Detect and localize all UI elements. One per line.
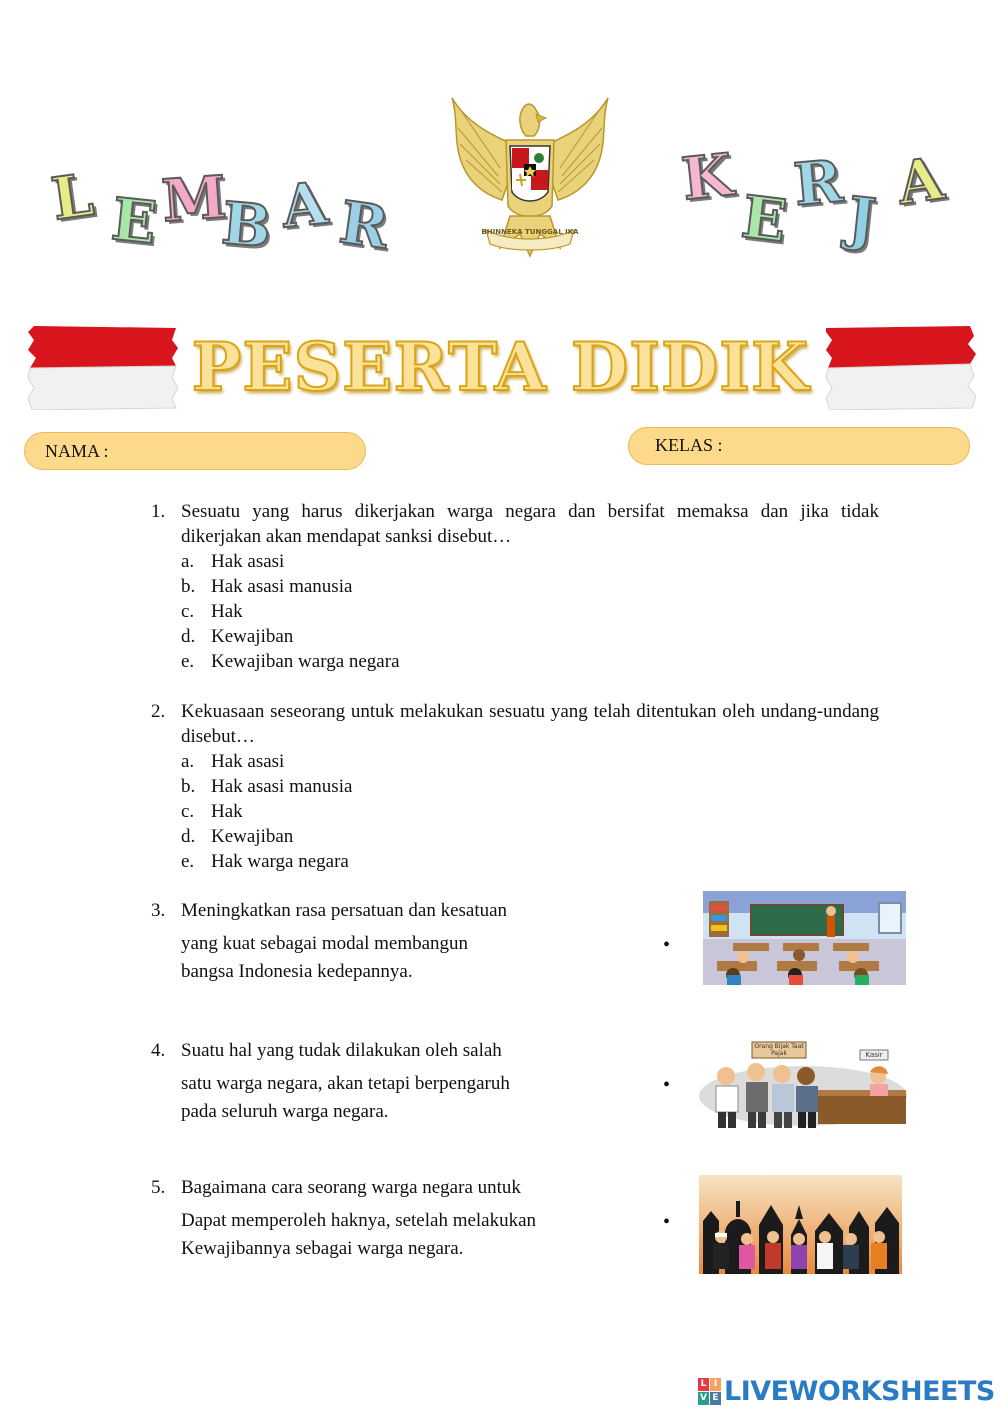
matching-line: Kewajibannya sebagai warga negara. xyxy=(181,1238,464,1259)
worship-places-illustration xyxy=(699,1175,902,1274)
question-number: 2. xyxy=(151,701,166,722)
title-letter: R xyxy=(791,147,846,219)
cashier-sign-text: Kasir xyxy=(865,1051,883,1059)
title-letter: A xyxy=(278,168,331,242)
option-d[interactable]: d. Kewajiban xyxy=(181,626,294,647)
banner-title: PESERTA DIDIK xyxy=(191,328,810,406)
option-a[interactable]: a. Hak asasi xyxy=(181,751,285,772)
matching-line: Bagaimana cara seorang warga negara untuk xyxy=(181,1177,521,1198)
classroom-illustration xyxy=(703,891,906,985)
question-text: Sesuatu yang harus dikerjakan warga negara dan bersifat memaksa dan jika tidak dikerjakan akan mendapat sanksi disebut… xyxy=(181,501,879,547)
garuda-emblem xyxy=(440,88,620,268)
title-letter: J xyxy=(844,183,879,255)
question-number: 5. xyxy=(151,1177,166,1198)
question-text: Kekuasaan seseorang untuk melakukan sesuatu yang telah ditentukan oleh undang-undang disebut… xyxy=(181,701,879,747)
matching-item-5 xyxy=(151,1175,651,1275)
option-c[interactable]: c. Hak xyxy=(181,601,243,622)
title-letter: R xyxy=(335,187,393,263)
title-letter: K xyxy=(678,140,736,214)
matching-line: Suatu hal yang tudak dilakukan oleh salah xyxy=(181,1040,502,1061)
option-c[interactable]: c. Hak xyxy=(181,801,243,822)
classroom-picture xyxy=(703,891,906,985)
matching-line: yang kuat sebagai modal membangun xyxy=(181,933,469,954)
option-e[interactable]: e. Kewajiban warga negara xyxy=(181,651,400,672)
nama-field[interactable] xyxy=(24,432,366,470)
title-letter: M xyxy=(159,162,229,236)
match-dot[interactable]: • xyxy=(663,1211,671,1233)
question-number: 4. xyxy=(151,1040,166,1061)
title-letter: A xyxy=(893,144,948,218)
nama-label: NAMA : xyxy=(45,441,109,461)
option-e[interactable]: e. Hak warga negara xyxy=(181,851,349,872)
matching-line: pada seluruh warga negara. xyxy=(181,1101,389,1122)
question-number: 1. xyxy=(151,501,166,522)
question-number: 3. xyxy=(151,900,166,921)
worship-places-picture xyxy=(699,1175,902,1274)
garuda-icon xyxy=(440,88,620,268)
liveworksheets-badge-icon: L I V E xyxy=(698,1378,722,1406)
match-dot[interactable]: • xyxy=(663,934,671,956)
tax-sign-text: Orang Bijak Taat Pajak xyxy=(754,1043,804,1057)
brand-name: LIVEWORKSHEETS xyxy=(724,1376,995,1407)
flag-left-icon xyxy=(26,322,178,410)
option-b[interactable]: b. Hak asasi manusia xyxy=(181,776,353,797)
title-letter: E xyxy=(738,182,791,256)
matching-item-4 xyxy=(151,1038,651,1138)
option-d[interactable]: d. Kewajiban xyxy=(181,826,294,847)
match-dot[interactable]: • xyxy=(663,1074,671,1096)
emblem-motto: BHINNEKA TUNGGAL IKA xyxy=(481,228,579,236)
kelas-label: KELAS : xyxy=(655,435,723,455)
matching-line: bangsa Indonesia kedepannya. xyxy=(181,961,413,982)
option-a[interactable]: a. Hak asasi xyxy=(181,551,285,572)
title-letter: L xyxy=(47,160,98,234)
tax-queue-picture xyxy=(698,1036,908,1132)
title-letter: E xyxy=(108,184,160,258)
option-list xyxy=(181,749,352,874)
matching-item-3 xyxy=(151,898,651,998)
kelas-field[interactable] xyxy=(628,427,970,465)
matching-line: satu warga negara, akan tetapi berpengaruh xyxy=(181,1073,510,1094)
option-b[interactable]: b. Hak asasi manusia xyxy=(181,576,353,597)
matching-line: Dapat memperoleh haknya, setelah melakukan xyxy=(181,1210,537,1231)
title-letter: B xyxy=(219,188,274,262)
matching-line: Meningkatkan rasa persatuan dan kesatuan xyxy=(181,900,508,921)
option-list xyxy=(181,549,400,674)
flag-right-icon xyxy=(824,322,976,410)
